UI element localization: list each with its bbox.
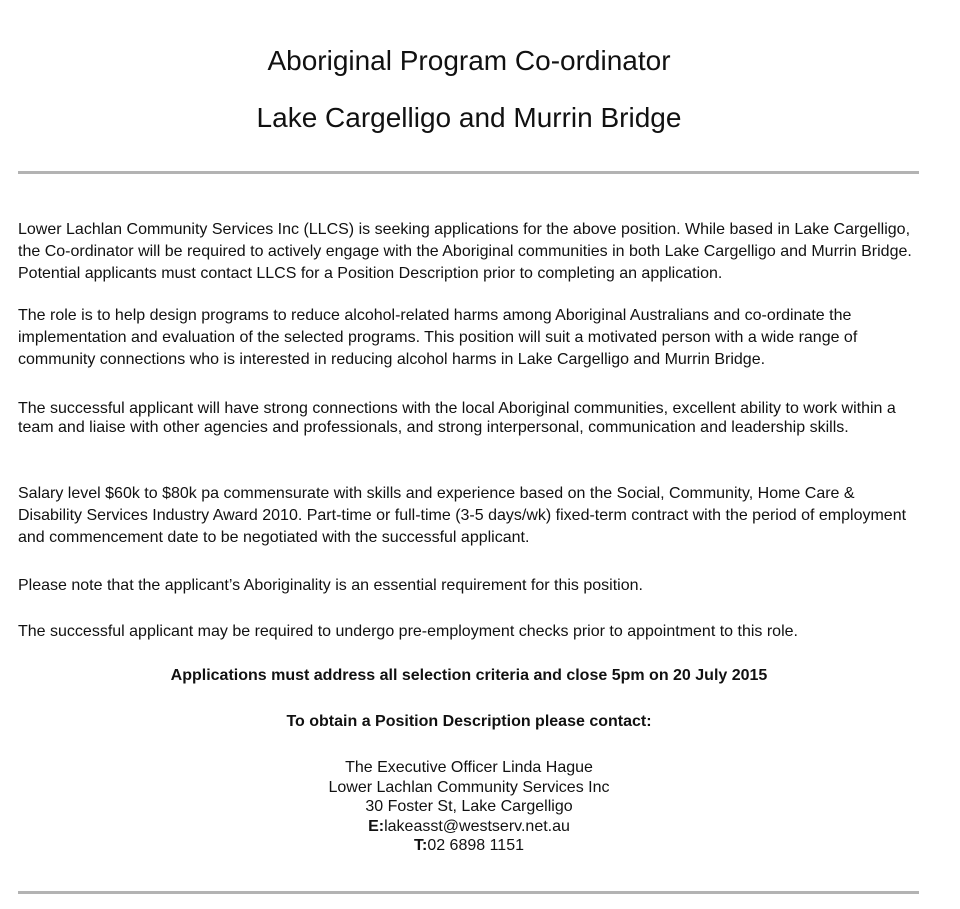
contact-phone: 02 6898 1151 <box>427 837 524 854</box>
contact-name: The Executive Officer Linda Hague <box>345 759 593 776</box>
location-subtitle: Lake Cargelligo and Murrin Bridge <box>256 102 682 133</box>
contact-email-line <box>0 817 938 837</box>
contact-heading: To obtain a Position Description please contact: <box>286 713 652 730</box>
contact-organisation: Lower Lachlan Community Services Inc <box>328 778 610 796</box>
intro-paragraph: Lower Lachlan Community Services Inc (LLCS) is seeking applications for the above position. While based in Lake Cargelligo, the Co-ordinator will be required to actively engage with the Aboriginal communities in both Lake Cargelligo and Murrin Bridge. Potential applicants must contact LLCS for a Position Description prior to completing an application. <box>18 221 912 282</box>
aboriginality-note: Please note that the applicant’s Aboriginality is an essential requirement for this position. <box>18 577 643 594</box>
role-paragraph: The role is to help design programs to reduce alcohol-related harms among Aboriginal Australians and co-ordinate the implementation and evaluation of the selected programs. This position will suit a motivated person with a wide range of community connections who is interested in reducing alcohol harms in Lake Cargelligo and Murrin Bridge. <box>18 307 858 368</box>
page-title: Aboriginal Program Co-ordinator <box>267 45 671 76</box>
requirements-paragraph: The successful applicant will have strong connections with the local Aboriginal communities, excellent ability to work within a team and liaise with other agencies and professionals, and strong interpersonal, communication and leadership skills. <box>18 400 896 436</box>
contact-block <box>0 758 938 856</box>
top-divider <box>18 171 919 174</box>
checks-note: The successful applicant may be required to undergo pre-employment checks prior to appointment to this role. <box>18 623 798 640</box>
contact-email-link[interactable]: lakeasst@westserv.net.au <box>384 817 570 835</box>
email-label: E: <box>368 817 385 835</box>
contact-address: 30 Foster St, Lake Cargelligo <box>365 798 573 815</box>
contact-phone-line <box>0 836 938 856</box>
bottom-divider <box>18 891 919 894</box>
deadline-notice: Applications must address all selection criteria and close 5pm on 20 July 2015 <box>170 667 768 684</box>
salary-paragraph: Salary level $60k to $80k pa commensurate with skills and experience based on the Social, Community, Home Care & Disability Services Industry Award 2010. Part-time or full-time (3-5 days/wk) fixed-term contract with the period of employment and commencement date to be negotiated with the successful applicant. <box>18 485 907 546</box>
phone-label: T: <box>413 837 428 854</box>
